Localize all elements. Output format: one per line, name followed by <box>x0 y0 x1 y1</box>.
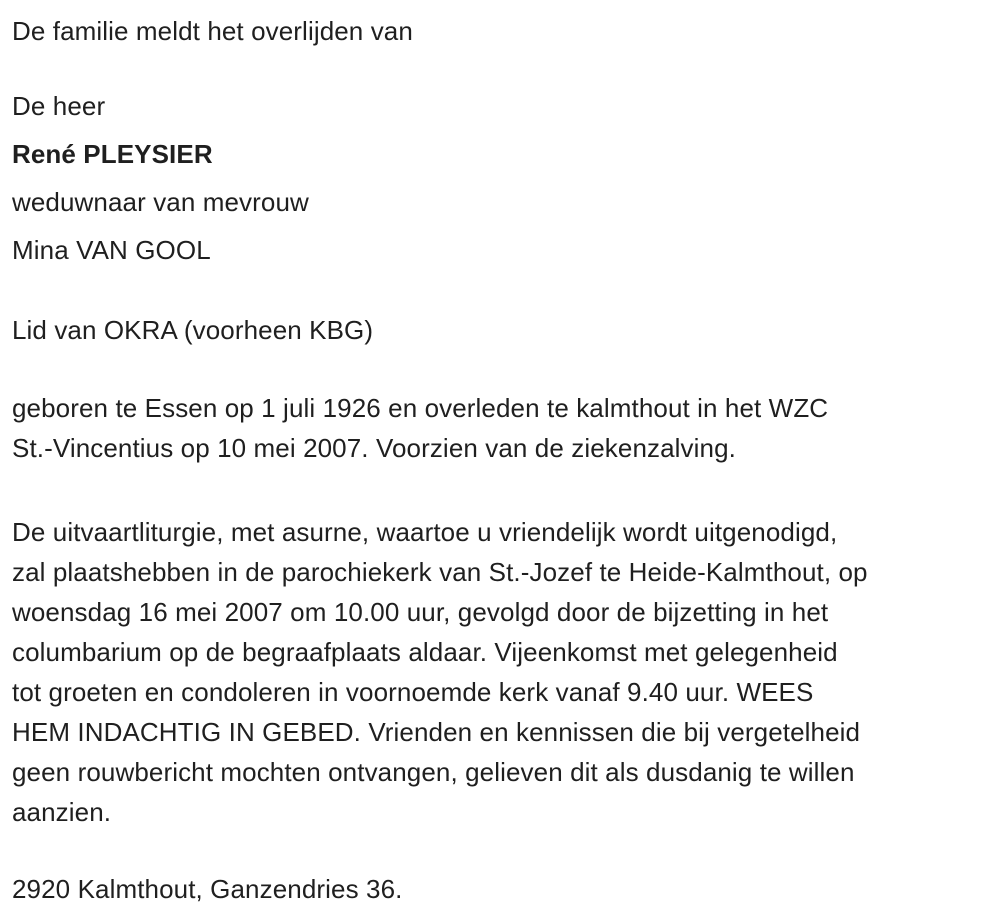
spouse-name: Mina VAN GOOL <box>12 235 211 265</box>
intro-line: De familie meldt het overlijden van <box>12 16 413 46</box>
text-line: columbarium op de begraafplaats aldaar. Vijeenkomst met gelegenheid <box>12 637 838 667</box>
text-line: zal plaatshebben in de parochiekerk van St.-Jozef te Heide-Kalmthout, op <box>12 557 868 587</box>
birth-death-paragraph <box>12 388 990 468</box>
text-line: tot groeten en condoleren in voornoemde kerk vanaf 9.40 uur. WEES <box>12 677 814 707</box>
text-line: woensdag 16 mei 2007 om 10.00 uur, gevolgd door de bijzetting in het <box>12 597 829 627</box>
deceased-block <box>12 86 990 270</box>
text-line: aanzien. <box>12 797 112 827</box>
relation-line: weduwnaar van mevrouw <box>12 187 309 217</box>
membership-line: Lid van OKRA (voorheen KBG) <box>12 315 374 345</box>
text-line: St.-Vincentius op 10 mei 2007. Voorzien van de ziekenzalving. <box>12 433 736 463</box>
salutation-line: De heer <box>12 91 106 121</box>
deceased-name: René PLEYSIER <box>12 139 213 169</box>
text-line: De uitvaartliturgie, met asurne, waartoe u vriendelijk wordt uitgenodigd, <box>12 517 838 547</box>
text-line: HEM INDACHTIG IN GEBED. Vrienden en kennissen die bij vergetelheid <box>12 717 861 747</box>
funeral-paragraph <box>12 512 990 832</box>
text-line: geboren te Essen op 1 juli 1926 en overleden te kalmthout in het WZC <box>12 393 829 423</box>
text-line: geen rouwbericht mochten ontvangen, gelieven dit als dusdanig te willen <box>12 757 855 787</box>
address-line: 2920 Kalmthout, Ganzendries 36. <box>12 874 403 904</box>
